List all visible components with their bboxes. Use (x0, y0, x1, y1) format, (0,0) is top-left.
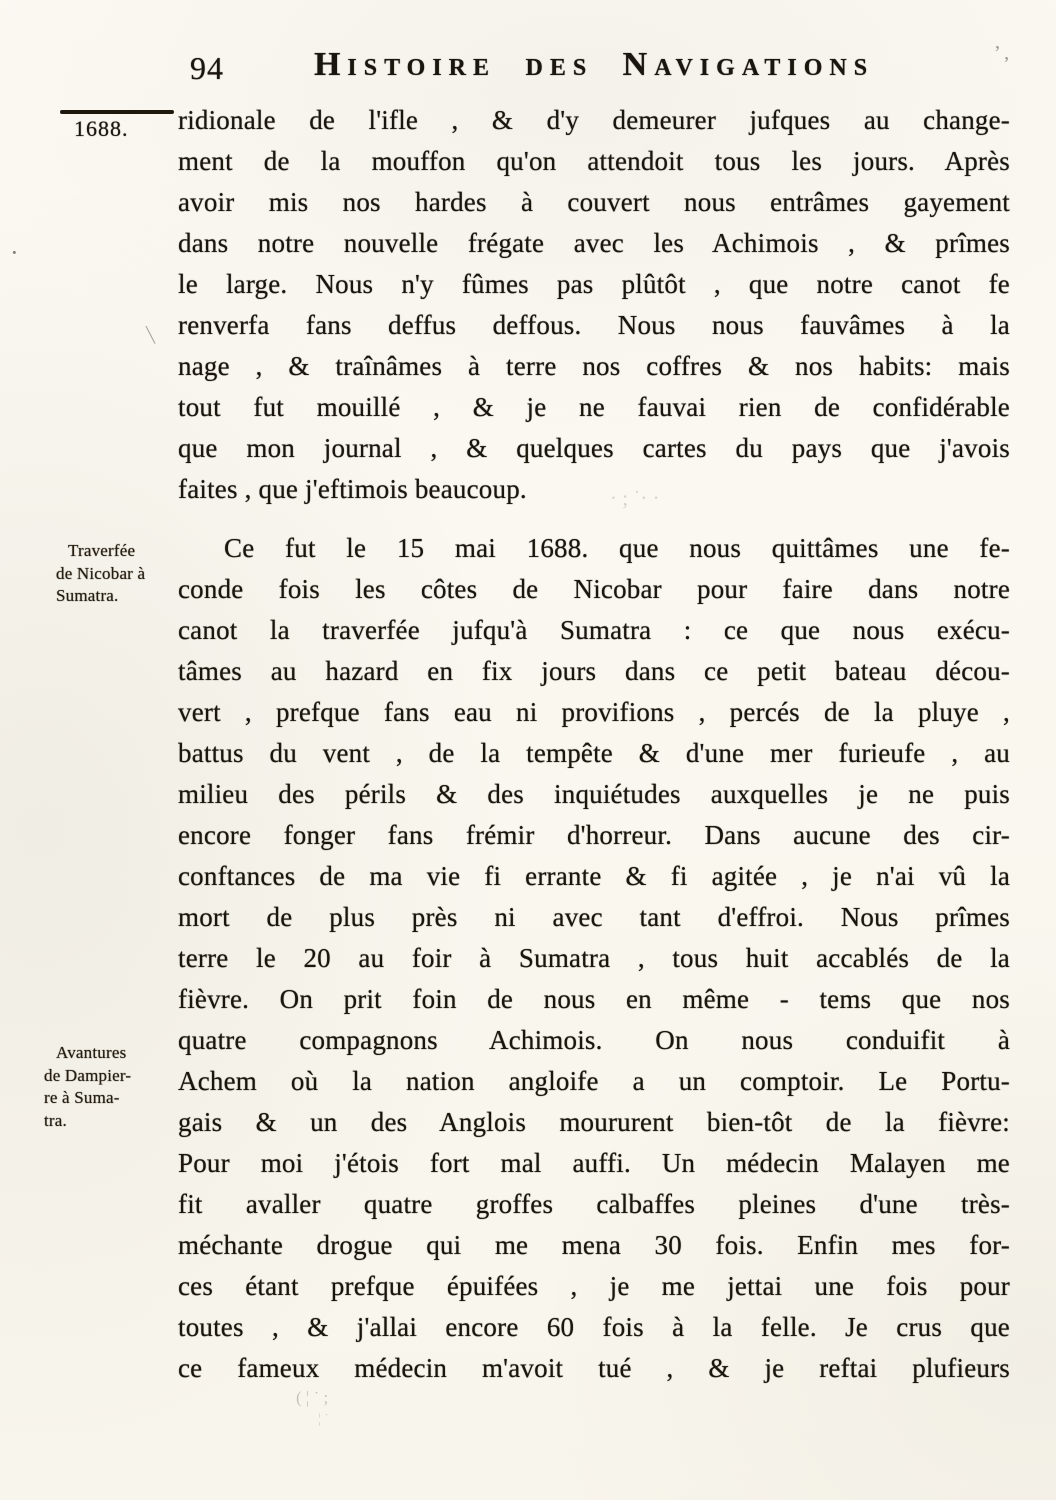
text-block (178, 100, 1010, 1389)
margin-note-line: de Nicobar à (56, 563, 146, 583)
scan-speck: ¦ ˙ (318, 1412, 329, 1427)
text-line: terre le 20 au foir à Sumatra , tous huit accablés de la (178, 943, 1010, 973)
text-line: ce fameux médecin m'avoit tué , & je reftai plufieurs (178, 1353, 1010, 1383)
page-number: 94 (190, 50, 224, 86)
text-line: milieu des périls & des inquiétudes auxquelles je ne puis (178, 779, 1010, 809)
text-line: ces étant prefque épuifées , je me jettai une fois pour (178, 1271, 1010, 1301)
text-line: gais & un des Anglois moururent bien-tôt de la fièvre: (178, 1107, 1010, 1137)
margin-note-line: Avantures (56, 1043, 127, 1062)
margin-note-line: Sumatra. (56, 586, 119, 605)
text-line: le large. Nous n'y fûmes pas plûtôt , que notre canot fe (178, 269, 1010, 299)
margin-year-note: 1688. (74, 116, 129, 141)
scan-speck: ’ , (994, 42, 1010, 64)
margin-note-line: de Dampier- (44, 1065, 132, 1085)
scan-speck: ( ¦ ˙ ; (296, 1388, 329, 1407)
margin-rule (60, 110, 174, 114)
text-line: encore fonger fans frémir d'horreur. Dans aucune des cir- (178, 820, 1010, 850)
margin-note-line: Traverfée (68, 541, 136, 560)
scan-speck: · ; ˙· · (610, 486, 660, 510)
text-line: dans notre nouvelle frégate avec les Achimois , & prîmes (178, 228, 1010, 258)
scan-speck: · (10, 238, 19, 267)
scan-speck: ╲ (146, 328, 156, 344)
text-line: faites , que j'eftimois beaucoup. (178, 474, 527, 504)
text-line: que mon journal , & quelques cartes du pays que j'avois (178, 433, 1010, 463)
text-line: mort de plus près ni avec tant d'effroi. Nous prîmes (178, 902, 1010, 932)
text-line: Achem où la nation angloife a un comptoir. Le Portu- (178, 1066, 1010, 1096)
text-line: battus du vent , de la tempête & d'une mer furieufe , au (178, 738, 1010, 768)
margin-note-line: re à Suma- (44, 1088, 120, 1107)
text-line: Ce fut le 15 mai 1688. que nous quittâmes une fe- (224, 533, 1010, 563)
paragraph (178, 528, 1010, 1389)
margin-note-line: tra. (44, 1110, 67, 1130)
text-line: fit avaller quatre groffes calbaffes pleines d'une très- (178, 1189, 1010, 1219)
text-line: fièvre. On prit foin de nous en même - tems que nos (178, 984, 1010, 1014)
text-line: toutes , & j'allai encore 60 fois à la felle. Je crus que (178, 1312, 1010, 1342)
text-line: ridionale de l'ifle , & d'y demeurer jufques au change- (178, 105, 1010, 135)
text-line: conftances de ma vie fi errante & fi agitée , je n'ai vû la (178, 861, 1010, 891)
paragraph (178, 100, 1010, 510)
text-line: tout fut mouillé , & je ne fauvai rien de confidérable (178, 392, 1010, 422)
text-line: ment de la mouffon qu'on attendoit tous les jours. Après (178, 146, 1010, 176)
text-line: quatre compagnons Achimois. On nous conduifit à (178, 1025, 1010, 1055)
text-line: Pour moi j'étois fort mal auffi. Un médecin Malayen me (178, 1148, 1010, 1178)
text-line: vert , prefque fans eau ni provifions , percés de la pluye , (178, 697, 1010, 727)
margin-note (56, 540, 178, 608)
text-line: nage , & traînâmes à terre nos coffres & nos habits: mais (178, 351, 1010, 381)
text-line: tâmes au hazard en fix jours dans ce petit bateau décou- (178, 656, 1010, 686)
text-line: méchante drogue qui me mena 30 fois. Enfin mes for- (178, 1230, 1010, 1260)
text-line: canot la traverfée jufqu'à Sumatra : ce que nous exécu- (178, 615, 1010, 645)
running-header-title: Histoire des Navigations (313, 46, 875, 83)
margin-note (44, 1042, 176, 1132)
text-line: renverfa fans deffus deffous. Nous nous fauvâmes à la (178, 310, 1010, 340)
text-line: avoir mis nos hardes à couvert nous entrâmes gayement (178, 187, 1010, 217)
text-line: conde fois les côtes de Nicobar pour faire dans notre (178, 574, 1010, 604)
